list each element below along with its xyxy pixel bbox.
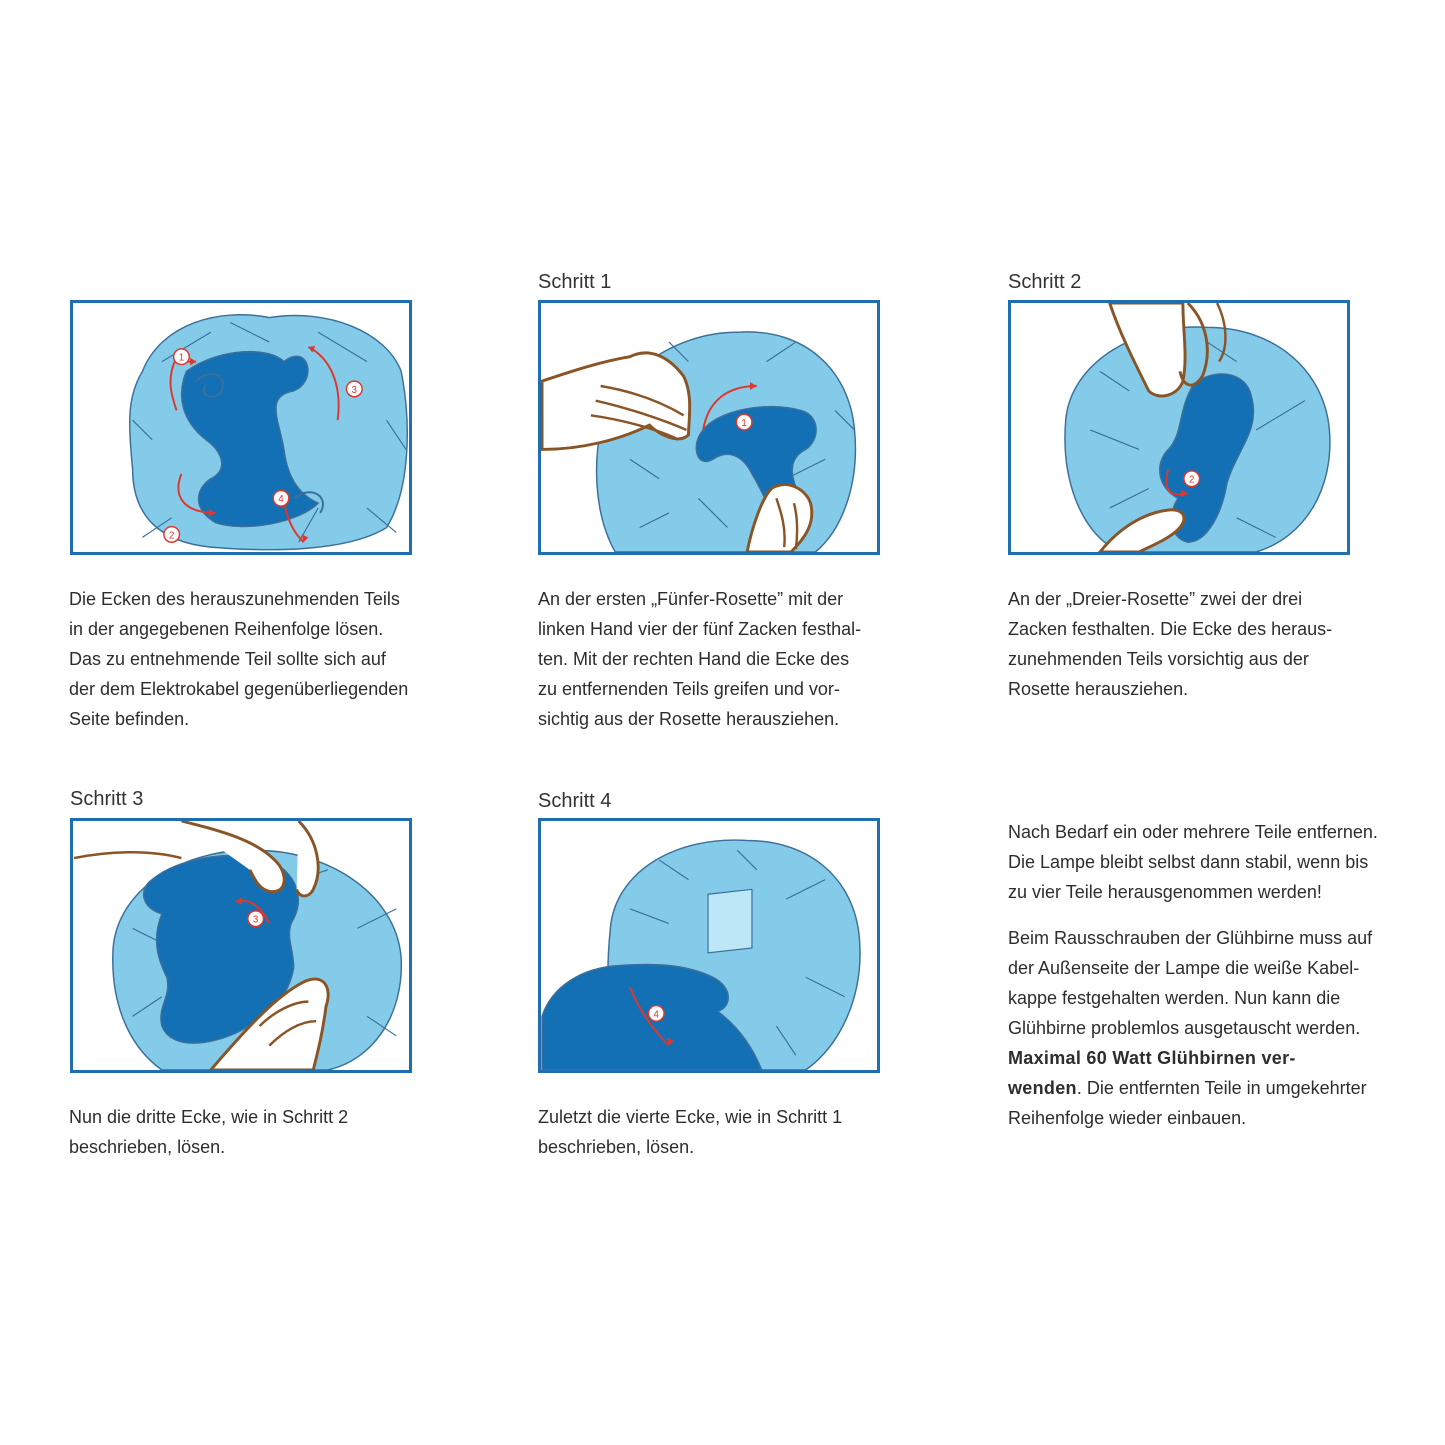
text-line: Nun die dritte Ecke, wie in Schritt 2 bbox=[69, 1107, 349, 1127]
text-line: beschrieben, lösen. bbox=[538, 1137, 695, 1157]
panel-step-3-text bbox=[69, 1102, 348, 1162]
text-line: ten. Mit der rechten Hand die Ecke des bbox=[538, 649, 850, 669]
text-line: Reihenfolge wieder einbauen. bbox=[1008, 1108, 1247, 1128]
illustration-step-1 bbox=[538, 300, 880, 555]
notes-block bbox=[1008, 817, 1428, 1133]
illustration-step-2 bbox=[1008, 300, 1350, 555]
marker-4: 4 bbox=[278, 494, 284, 506]
panel-intro-text bbox=[69, 584, 408, 734]
step-4-title: Schritt 4 bbox=[538, 790, 612, 812]
bold-warning-end: wenden bbox=[1008, 1078, 1077, 1098]
text-line: Das zu entnehmende Teil sollte sich auf bbox=[69, 649, 386, 669]
marker-3: 3 bbox=[351, 384, 357, 396]
step-3-title: Schritt 3 bbox=[70, 788, 144, 810]
text-line: beschrieben, lösen. bbox=[69, 1137, 226, 1157]
text-fragment: . Die entfernten Teile in umgekehrter bbox=[1076, 1078, 1367, 1098]
illustration-step-4 bbox=[538, 818, 880, 1073]
text-line: Die Ecken des herauszunehmenden Teils bbox=[69, 589, 400, 609]
panel-step-4-text bbox=[538, 1102, 842, 1162]
text-line: der dem Elektrokabel gegenüberliegenden bbox=[69, 679, 409, 699]
marker-4: 4 bbox=[653, 1009, 659, 1021]
text-line: Nach Bedarf ein oder mehrere Teile entfernen. bbox=[1008, 822, 1378, 842]
marker-1: 1 bbox=[741, 418, 747, 430]
text-line: Glühbirne problemlos ausgetauscht werden. bbox=[1008, 1018, 1361, 1038]
step-1-title: Schritt 1 bbox=[538, 271, 612, 293]
panel-step-1-text bbox=[538, 584, 861, 734]
marker-1: 1 bbox=[178, 352, 185, 364]
text-line: Zuletzt die vierte Ecke, wie in Schritt 1 bbox=[538, 1107, 843, 1127]
text-line: linken Hand vier der fünf Zacken festhal- bbox=[538, 619, 862, 639]
text-line bbox=[1008, 1073, 1428, 1103]
lamp-illustration bbox=[541, 821, 877, 1070]
text-line: An der „Dreier-Rosette” zwei der drei bbox=[1008, 589, 1303, 609]
text-line: zu vier Teile herausgenommen werden! bbox=[1008, 882, 1322, 902]
panel-step-2-text bbox=[1008, 584, 1332, 704]
note-paragraph-1 bbox=[1008, 817, 1428, 907]
text-line: Zacken festhalten. Die Ecke des heraus- bbox=[1008, 619, 1333, 639]
text-line: Rosette herausziehen. bbox=[1008, 679, 1189, 699]
marker-3: 3 bbox=[252, 914, 259, 926]
text-line: An der ersten „Fünfer-Rosette” mit der bbox=[538, 589, 844, 609]
text-line: kappe festgehalten werden. Nun kann die bbox=[1008, 988, 1341, 1008]
text-line: Die Lampe bleibt selbst dann stabil, wenn bis bbox=[1008, 852, 1369, 872]
marker-2: 2 bbox=[168, 530, 175, 542]
text-line: der Außenseite der Lampe die weiße Kabel- bbox=[1008, 958, 1360, 978]
lamp-illustration bbox=[541, 303, 877, 552]
text-line: zu entfernenden Teils greifen und vor- bbox=[538, 679, 840, 699]
note-paragraph-2 bbox=[1008, 923, 1428, 1133]
illustration-step-3 bbox=[70, 818, 412, 1073]
marker-2: 2 bbox=[1188, 474, 1195, 486]
text-line: in der angegebenen Reihenfolge lösen. bbox=[69, 619, 384, 639]
illustration-intro bbox=[70, 300, 412, 555]
step-2-title: Schritt 2 bbox=[1008, 271, 1082, 293]
text-line: Beim Rausschrauben der Glühbirne muss auf bbox=[1008, 928, 1373, 948]
lamp-illustration bbox=[1011, 303, 1347, 552]
lamp-illustration bbox=[73, 821, 409, 1070]
text-line: Seite befinden. bbox=[69, 709, 190, 729]
text-line: zunehmenden Teils vorsichtig aus der bbox=[1008, 649, 1309, 669]
text-line: sichtig aus der Rosette herausziehen. bbox=[538, 709, 840, 729]
bold-warning-line: Maximal 60 Watt Glühbirnen ver- bbox=[1008, 1048, 1296, 1068]
lamp-illustration bbox=[73, 303, 409, 552]
